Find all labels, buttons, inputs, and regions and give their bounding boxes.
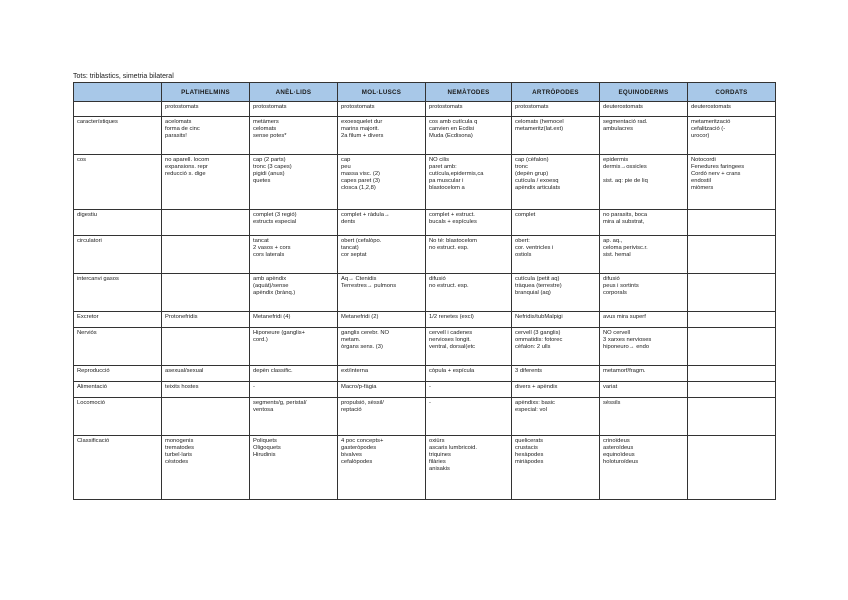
cell-line: celomats: [253, 126, 277, 132]
cell-line: metàmers: [253, 119, 279, 125]
cell-line: 3 xarxes nervioses: [603, 337, 652, 343]
table-cell: [162, 328, 250, 366]
cell-line: cor septat: [341, 252, 367, 258]
table-row: [74, 155, 776, 210]
cell-line: capes paret (3): [341, 178, 380, 184]
row-label: digestiu: [74, 210, 162, 236]
cell-line: quelicerats: [515, 438, 544, 444]
header-cell: ARTRÒPODES: [512, 83, 600, 102]
cell-line: [691, 330, 772, 337]
table-cell: [512, 274, 600, 312]
phyla-comparison-table: [73, 82, 776, 500]
row-label: intercanvi gasos: [74, 274, 162, 312]
cell-line: [165, 400, 246, 407]
cell-line: tancat: [253, 238, 269, 244]
table-cell: [338, 382, 426, 398]
table-cell: [426, 382, 512, 398]
cell-line: branquial (aq): [515, 290, 551, 296]
table-cell: [250, 210, 338, 236]
table-header-row: [74, 83, 776, 102]
table-cell: [338, 312, 426, 328]
cell-line: [691, 384, 772, 391]
table-cell: [512, 328, 600, 366]
cell-line: [165, 276, 246, 283]
table-cell: [250, 328, 338, 366]
cell-line: complet + estruct.: [429, 212, 475, 218]
cell-line: [691, 276, 772, 283]
table-cell: [688, 236, 776, 274]
table-cell: [162, 155, 250, 210]
table-cell: [250, 236, 338, 274]
cell-line: Fenedures faringees: [691, 164, 745, 170]
table-row: [74, 398, 776, 436]
cell-line: metam.: [341, 337, 361, 343]
table-cell: [600, 210, 688, 236]
table-cell: [426, 117, 512, 155]
cell-line: ventosa: [253, 407, 274, 413]
cell-line: obert (cefalòpo.: [341, 238, 382, 244]
table-cell: [600, 382, 688, 398]
cell-line: cos amb cutícula q: [429, 119, 478, 125]
cell-line: forma de cinc: [165, 126, 200, 132]
table-row: [74, 210, 776, 236]
cell-line: Hirudinis: [253, 452, 276, 458]
cell-line: [691, 314, 772, 321]
table-cell: [600, 312, 688, 328]
table-cell: [688, 274, 776, 312]
cell-line: tràquea (terrestre): [515, 283, 562, 289]
header-cell: PLATIHELMINS: [162, 83, 250, 102]
table-row: [74, 312, 776, 328]
cell-line: ostiols: [515, 252, 532, 258]
table-cell: [512, 117, 600, 155]
cell-line: protostomats: [253, 104, 287, 110]
cell-line: no estruct. esp.: [429, 245, 469, 251]
table-cell: [338, 210, 426, 236]
row-label: Reproducció: [74, 366, 162, 382]
cell-line: metameritz(lat.ext): [515, 126, 563, 132]
cell-line: Muda (Ecdisona): [429, 133, 473, 139]
table-cell: [162, 366, 250, 382]
table-cell: [512, 155, 600, 210]
cell-line: ap. aq.,: [603, 238, 623, 244]
cell-line: tronc (3 capes): [253, 164, 292, 170]
cell-line: sist. aq: pie de liq: [603, 178, 648, 184]
cell-line: [691, 438, 772, 445]
cell-line: ambulacres: [603, 126, 633, 132]
table-cell: [426, 274, 512, 312]
cell-line: deuterostomats: [603, 104, 643, 110]
table-cell: [250, 312, 338, 328]
cell-line: sist. hemal: [603, 252, 631, 258]
cell-line: cutícula,epidermis,ca: [429, 171, 484, 177]
cell-line: no parasits, boca: [603, 212, 648, 218]
cell-line: segmentació rad.: [603, 119, 648, 125]
table-cell: [426, 366, 512, 382]
cell-line: apèndixs: basic: [515, 400, 555, 406]
cell-line: gasteròpodes: [341, 445, 377, 451]
table-cell: [250, 117, 338, 155]
cell-line: peu: [341, 164, 351, 170]
cell-line: metamorf/fragm.: [603, 368, 646, 374]
cell-line: (aquàt)/sense: [253, 283, 289, 289]
cell-line: no estruct. esp.: [429, 283, 469, 289]
cell-line: hiponeuro→ endo: [603, 344, 650, 350]
table-cell: [512, 210, 600, 236]
table-cell: [250, 274, 338, 312]
cell-line: canvien en Ecdisi: [429, 126, 475, 132]
cell-line: cors laterals: [253, 252, 285, 258]
cell-line: sense potes*: [253, 133, 287, 139]
cell-line: Nefridis/tubMalpigi: [515, 314, 563, 320]
cell-line: oxiürs: [429, 438, 445, 444]
cell-line: ventral, dorsal(etc: [429, 344, 476, 350]
cell-line: [691, 212, 772, 219]
table-cell: [162, 398, 250, 436]
cell-line: celomats (hemocel: [515, 119, 564, 125]
cell-line: no aparell. locom: [165, 157, 210, 163]
cell-line: pa muscular i: [429, 178, 464, 184]
cell-line: exoesquelet dur: [341, 119, 383, 125]
table-cell: [338, 155, 426, 210]
cell-line: Terrestres→ pulmons: [341, 283, 397, 289]
cell-line: asexual/sexual: [165, 368, 204, 374]
cell-line: NO cervell: [603, 330, 631, 336]
cell-line: cutícula (petit aq): [515, 276, 560, 282]
cell-line: cord.): [253, 337, 268, 343]
cell-line: tronc: [515, 164, 528, 170]
cell-line: urocor): [691, 133, 710, 139]
cell-line: cèstodes: [165, 459, 189, 465]
cell-line: apèndix articulats: [515, 185, 561, 191]
row-label: característiques: [74, 117, 162, 155]
header-cell: CORDATS: [688, 83, 776, 102]
cell-line: ascaris lumbricoid.: [429, 445, 477, 451]
header-cell: MOL·LUSCS: [338, 83, 426, 102]
cell-line: miriàpodes: [515, 459, 544, 465]
table-cell: [512, 382, 600, 398]
table-cell: [250, 398, 338, 436]
cell-line: cervell (3 ganglis): [515, 330, 561, 336]
cell-line: -: [429, 400, 431, 406]
cell-line: reducció s. dige: [165, 171, 206, 177]
header-corner-cell: [74, 83, 162, 102]
table-cell: [600, 274, 688, 312]
cell-line: monogenis: [165, 438, 194, 444]
table-cell: [426, 398, 512, 436]
table-cell: [688, 155, 776, 210]
cell-line: crustacis: [515, 445, 538, 451]
table-cell: [600, 366, 688, 382]
table-cell: [512, 236, 600, 274]
cell-line: marins majorit.: [341, 126, 380, 132]
table-cell: [600, 117, 688, 155]
cell-line: metamerització: [691, 119, 731, 125]
table-cell: [426, 236, 512, 274]
table-row: [74, 117, 776, 155]
cell-line: NO cilis: [429, 157, 449, 163]
cell-line: acelomats: [165, 119, 192, 125]
table-cell: [600, 398, 688, 436]
cell-line: [691, 400, 772, 407]
cell-line: ganglis cerebr. NO: [341, 330, 390, 336]
cell-line: 1/2 renetes (excl): [429, 314, 474, 320]
table-cell: [250, 155, 338, 210]
cell-line: No té: blastocelom: [429, 238, 478, 244]
cell-line: filàries: [429, 459, 446, 465]
cell-line: paret amb:: [429, 164, 457, 170]
table-cell: [426, 436, 512, 500]
cell-line: -: [429, 384, 431, 390]
table-cell: [338, 274, 426, 312]
cell-line: Poliquets: [253, 438, 277, 444]
table-row: [74, 366, 776, 382]
row-label: Locomoció: [74, 398, 162, 436]
cell-line: protostomats: [341, 104, 375, 110]
table-cell: [162, 312, 250, 328]
cell-line: tancat): [341, 245, 359, 251]
cell-line: amb apèndix: [253, 276, 287, 282]
cell-line: divers + apèndix: [515, 384, 558, 390]
cell-line: triquines: [429, 452, 451, 458]
table-row: [74, 328, 776, 366]
cell-line: Oligoquets: [253, 445, 281, 451]
cell-line: bucals + espícules: [429, 219, 477, 225]
table-cell: [600, 328, 688, 366]
table-cell: [600, 436, 688, 500]
cell-line: [165, 238, 246, 245]
cell-line: segments/g, peristal/: [253, 400, 307, 406]
table-cell: [162, 274, 250, 312]
row-label: [74, 102, 162, 117]
cell-line: apèndix (brànq.): [253, 290, 296, 296]
cell-line: expansions. repr: [165, 164, 208, 170]
table-cell: [338, 436, 426, 500]
table-cell: [426, 102, 512, 117]
table-row: [74, 382, 776, 398]
table-row: [74, 102, 776, 117]
cell-line: reptació: [341, 407, 362, 413]
cell-line: cervell i cadenes: [429, 330, 473, 336]
cell-line: cap (cèfalon): [515, 157, 549, 163]
cell-line: -: [253, 384, 255, 390]
table-cell: [512, 436, 600, 500]
cell-line: blastocelom a: [429, 185, 465, 191]
cell-line: Aq→ Ctenidis: [341, 276, 377, 282]
table-cell: [426, 210, 512, 236]
cell-line: 3 diferents: [515, 368, 543, 374]
cell-line: cèfalon: 2 ulls: [515, 344, 551, 350]
cell-line: peus i sortints: [603, 283, 639, 289]
table-cell: [250, 366, 338, 382]
cell-line: protostomats: [165, 104, 199, 110]
header-cell: NEMÀTODES: [426, 83, 512, 102]
cell-line: protostomats: [429, 104, 463, 110]
table-cell: [688, 436, 776, 500]
cell-line: cutícula / exoesq: [515, 178, 559, 184]
row-label: Classificació: [74, 436, 162, 500]
cell-line: Hiponeure (ganglis+: [253, 330, 306, 336]
cell-line: protostomats: [515, 104, 549, 110]
cell-line: cor. ventricles i: [515, 245, 554, 251]
cell-line: difusió: [429, 276, 446, 282]
table-cell: [600, 155, 688, 210]
table-cell: [338, 366, 426, 382]
cell-line: Protonefridis: [165, 314, 198, 320]
table-cell: [162, 436, 250, 500]
cell-line: cefalòpodes: [341, 459, 373, 465]
cell-line: complet: [515, 212, 536, 218]
table-cell: [688, 328, 776, 366]
cell-line: mira al substrat,: [603, 219, 645, 225]
table-cell: [250, 382, 338, 398]
table-cell: [426, 312, 512, 328]
cell-line: anisakis: [429, 466, 450, 472]
cell-line: corporals: [603, 290, 627, 296]
cell-line: epidermis: [603, 157, 629, 163]
table-cell: [338, 102, 426, 117]
table-cell: [162, 102, 250, 117]
cell-line: especial: vol: [515, 407, 547, 413]
table-cell: [162, 210, 250, 236]
table-cell: [162, 236, 250, 274]
cell-line: Notocordi: [691, 157, 716, 163]
cell-line: miòmers: [691, 185, 714, 191]
cell-line: depèn classific.: [253, 368, 293, 374]
cell-line: estructs especial: [253, 219, 297, 225]
cell-line: celoma perivisc.r.: [603, 245, 648, 251]
cell-line: pigidi (anus): [253, 171, 285, 177]
cell-line: (depèn grup): [515, 171, 549, 177]
table-cell: [688, 102, 776, 117]
row-label: cos: [74, 155, 162, 210]
cell-line: deuterostomats: [691, 104, 731, 110]
cell-line: bivalves: [341, 452, 362, 458]
cell-line: òrgans sens. (3): [341, 344, 383, 350]
cell-line: còpula + espícula: [429, 368, 475, 374]
cell-line: variat: [603, 384, 618, 390]
cell-line: 2a filum + divers: [341, 133, 384, 139]
cell-line: cefalització (-: [691, 126, 726, 132]
table-row: [74, 274, 776, 312]
cell-line: cap (2 parts): [253, 157, 286, 163]
cell-line: asteroïdeus: [603, 445, 634, 451]
cell-line: closca (1,2,8): [341, 185, 376, 191]
cell-line: Macro/p-fàgia: [341, 384, 377, 390]
cell-line: complet (3 regió): [253, 212, 297, 218]
table-cell: [688, 398, 776, 436]
cell-line: [691, 368, 772, 375]
row-label: circulatori: [74, 236, 162, 274]
cell-line: [165, 212, 246, 219]
table-cell: [512, 398, 600, 436]
cell-line: avus mira superf: [603, 314, 646, 320]
cell-line: endostil: [691, 178, 711, 184]
cell-line: propulsió, sèssil/: [341, 400, 384, 406]
table-cell: [688, 366, 776, 382]
cell-line: dermis→ossicles: [603, 164, 647, 170]
cell-line: [603, 171, 684, 178]
table-cell: [600, 102, 688, 117]
row-label: Excretor: [74, 312, 162, 328]
header-cell: EQUINODERMS: [600, 83, 688, 102]
table-cell: [600, 236, 688, 274]
table-cell: [250, 102, 338, 117]
cell-line: [165, 330, 246, 337]
cell-line: parasits!: [165, 133, 187, 139]
table-cell: [162, 382, 250, 398]
cell-line: holoturoïdeus: [603, 459, 639, 465]
table-cell: [426, 155, 512, 210]
table-cell: [688, 117, 776, 155]
cell-line: 4 poc concepts+: [341, 438, 384, 444]
cell-line: sèssils: [603, 400, 621, 406]
table-cell: [512, 366, 600, 382]
table-cell: [512, 312, 600, 328]
cell-line: [691, 238, 772, 245]
table-cell: [338, 117, 426, 155]
cell-line: equinoïdeus: [603, 452, 635, 458]
cell-line: hexàpodes: [515, 452, 544, 458]
cell-line: dents: [341, 219, 356, 225]
table-cell: [426, 328, 512, 366]
row-label: Nerviós: [74, 328, 162, 366]
table-cell: [162, 117, 250, 155]
table-cell: [512, 102, 600, 117]
cell-line: difusió: [603, 276, 620, 282]
cell-line: Metanefridi (4): [253, 314, 291, 320]
cell-line: quetes: [253, 178, 271, 184]
table-cell: [338, 398, 426, 436]
table-cell: [688, 382, 776, 398]
table-cell: [688, 312, 776, 328]
table-cell: [688, 210, 776, 236]
row-label: Alimentació: [74, 382, 162, 398]
table-cell: [338, 236, 426, 274]
table-cell: [250, 436, 338, 500]
header-cell: ANÈL·LIDS: [250, 83, 338, 102]
cell-line: complet + ràdula→: [341, 212, 390, 218]
cell-line: ommatidis: fotorec: [515, 337, 563, 343]
cell-line: teixits hostes: [165, 384, 199, 390]
cell-line: ext/interna: [341, 368, 369, 374]
cell-line: Cordó nerv + crans: [691, 171, 741, 177]
cell-line: 2 vasos + cors: [253, 245, 291, 251]
table-cell: [338, 328, 426, 366]
cell-line: crinoïdeus: [603, 438, 630, 444]
cell-line: massa visc. (2): [341, 171, 380, 177]
table-row: [74, 436, 776, 500]
cell-line: trematodes: [165, 445, 194, 451]
cell-line: obert:: [515, 238, 530, 244]
table-row: [74, 236, 776, 274]
cell-line: cap: [341, 157, 351, 163]
cell-line: turbel·laris: [165, 452, 193, 458]
table-note: Tots: triblastics, simetria bilateral: [73, 73, 174, 80]
cell-line: nervioses longit.: [429, 337, 471, 343]
cell-line: Metanefridi (2): [341, 314, 379, 320]
